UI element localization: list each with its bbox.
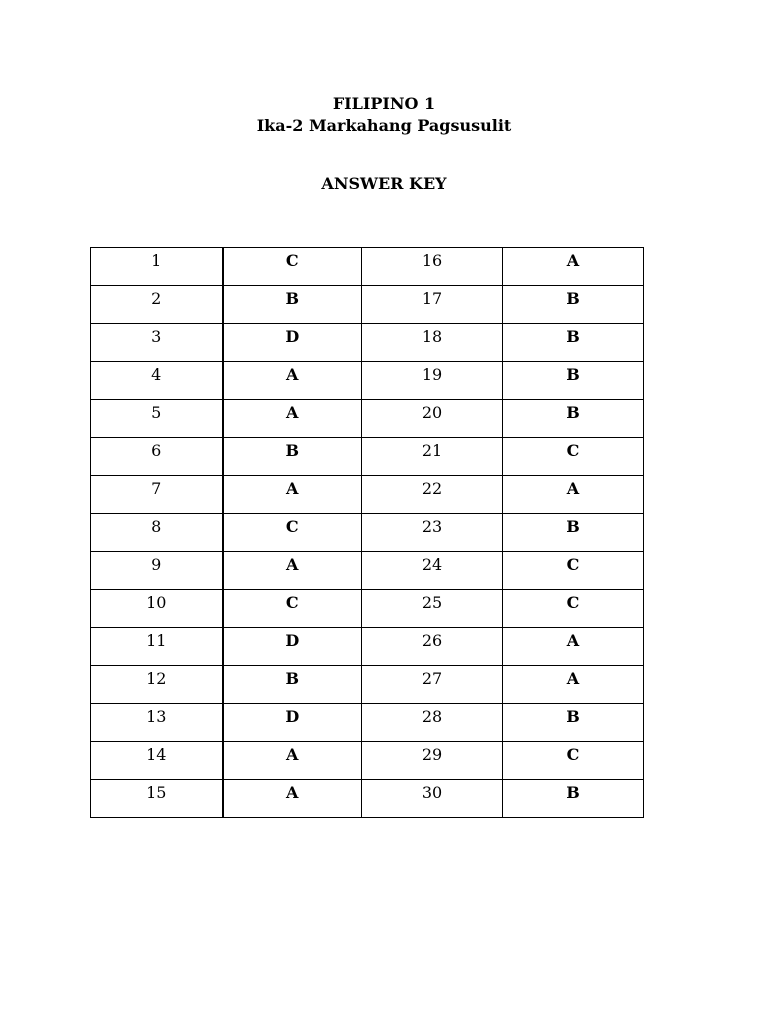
question-number: 24 (362, 552, 503, 590)
answer-letter: B (223, 666, 362, 704)
question-number: 19 (362, 362, 503, 400)
answer-letter: B (503, 362, 644, 400)
answer-letter: C (503, 552, 644, 590)
question-number: 5 (91, 400, 223, 438)
question-number: 22 (362, 476, 503, 514)
question-number: 15 (91, 780, 223, 818)
answer-letter: B (503, 400, 644, 438)
answer-key-table (90, 247, 644, 818)
question-number: 6 (91, 438, 223, 476)
table-row (91, 362, 644, 400)
table-row (91, 286, 644, 324)
answer-letter: B (503, 514, 644, 552)
answer-letter: C (503, 742, 644, 780)
answer-letter: C (223, 514, 362, 552)
answer-letter: D (223, 704, 362, 742)
answer-letter: B (223, 286, 362, 324)
question-number: 17 (362, 286, 503, 324)
table-row (91, 666, 644, 704)
question-number: 20 (362, 400, 503, 438)
answer-letter: A (223, 476, 362, 514)
question-number: 30 (362, 780, 503, 818)
question-number: 18 (362, 324, 503, 362)
table-row (91, 438, 644, 476)
question-number: 28 (362, 704, 503, 742)
question-number: 1 (91, 248, 223, 286)
answer-letter: A (223, 400, 362, 438)
document-exam-title: Ika-2 Markahang Pagsusulit (256, 116, 512, 135)
answer-letter: A (503, 628, 644, 666)
answer-letter: A (223, 780, 362, 818)
question-number: 12 (91, 666, 223, 704)
answer-letter: C (223, 590, 362, 628)
question-number: 2 (91, 286, 223, 324)
answer-letter: A (503, 666, 644, 704)
answer-letter: B (503, 704, 644, 742)
table-row (91, 628, 644, 666)
answer-key-heading: ANSWER KEY (321, 174, 447, 193)
question-number: 14 (91, 742, 223, 780)
answer-letter: D (223, 628, 362, 666)
table-row (91, 324, 644, 362)
question-number: 27 (362, 666, 503, 704)
question-number: 8 (91, 514, 223, 552)
answer-letter: B (503, 780, 644, 818)
question-number: 11 (91, 628, 223, 666)
answer-letter: A (223, 552, 362, 590)
question-number: 3 (91, 324, 223, 362)
document-subject: FILIPINO 1 (332, 94, 436, 113)
question-number: 9 (91, 552, 223, 590)
answer-letter: C (223, 248, 362, 286)
table-row (91, 400, 644, 438)
question-number: 29 (362, 742, 503, 780)
answer-letter: D (223, 324, 362, 362)
answer-letter: C (503, 438, 644, 476)
table-row (91, 704, 644, 742)
question-number: 21 (362, 438, 503, 476)
table-row (91, 590, 644, 628)
table-row (91, 476, 644, 514)
answer-letter: A (223, 362, 362, 400)
question-number: 23 (362, 514, 503, 552)
question-number: 16 (362, 248, 503, 286)
table-row (91, 742, 644, 780)
question-number: 10 (91, 590, 223, 628)
answer-letter: A (503, 476, 644, 514)
answer-letter: A (223, 742, 362, 780)
answer-key-body (91, 248, 644, 818)
answer-letter: B (223, 438, 362, 476)
table-row (91, 780, 644, 818)
question-number: 13 (91, 704, 223, 742)
question-number: 7 (91, 476, 223, 514)
answer-letter: B (503, 286, 644, 324)
question-number: 4 (91, 362, 223, 400)
answer-letter: A (503, 248, 644, 286)
table-row (91, 514, 644, 552)
table-row (91, 248, 644, 286)
question-number: 25 (362, 590, 503, 628)
answer-letter: C (503, 590, 644, 628)
answer-letter: B (503, 324, 644, 362)
table-row (91, 552, 644, 590)
question-number: 26 (362, 628, 503, 666)
